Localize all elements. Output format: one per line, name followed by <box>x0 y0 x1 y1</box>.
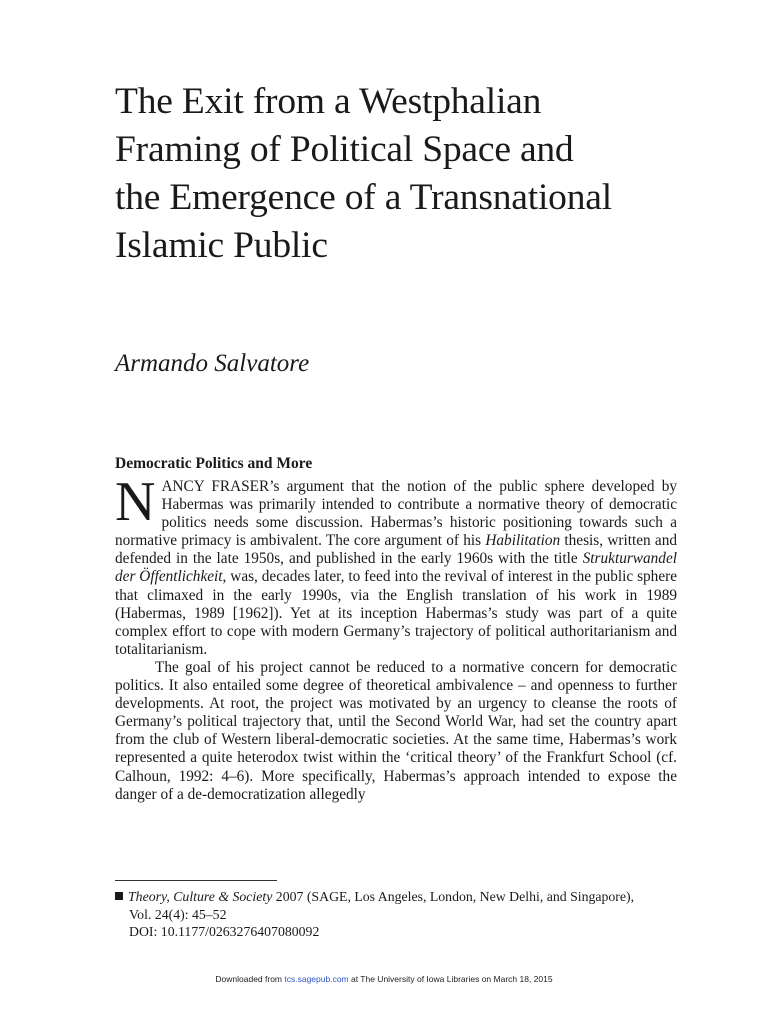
download-prefix: Downloaded from <box>215 974 285 984</box>
citation-footnote <box>115 888 685 941</box>
italic-term: Habilitation <box>485 532 561 550</box>
footnote-divider <box>115 880 277 881</box>
drop-cap: N <box>115 471 156 533</box>
footnote-line <box>115 888 685 906</box>
paragraph-1 <box>115 471 677 659</box>
download-notice <box>0 974 768 984</box>
title-line: Islamic Public <box>115 225 328 266</box>
source-link[interactable]: tcs.sagepub.com <box>284 974 349 984</box>
volume-info: Vol. 24(4): 45–52 <box>129 906 227 922</box>
download-suffix: at The University of Iowa Libraries on March 18, 2015 <box>348 974 553 984</box>
paragraph-2: The goal of his project cannot be reduced to a normative concern for democratic politics. It also entailed some degree of theoretical ambivalence – and openness to further developments. At root, the project was motivated by an urgency to cleanse the roots of Germany’s political trajectory that, until the Second World War, had set the country apart from the club of Western liberal-democratic societies. At the same time, Habermas’s work represented a quite heterodox twist within the ‘critical theory’ of the Frankfurt School (cf. Calhoun, 1992: 4–6). More specifically, Habermas’s approach intended to expose the danger of a de-democratization allegedly <box>115 658 677 803</box>
square-bullet-icon <box>115 892 123 900</box>
title-line: the Emergence of a Transnational <box>115 177 612 218</box>
author-name: Armando Salvatore <box>115 350 310 377</box>
journal-name: Theory, Culture & Society <box>128 889 273 904</box>
publication-info: 2007 (SAGE, Los Angeles, London, New Delhi, and Singapore), <box>272 889 635 904</box>
article-title <box>115 78 715 270</box>
italic-term: Strukturwandel der Öffentlichkeit <box>115 550 677 586</box>
doi: DOI: 10.1177/0263276407080092 <box>129 924 320 939</box>
article-body <box>115 471 677 804</box>
title-line: Framing of Political Space and <box>115 129 574 170</box>
paragraph-text: , was, decades later, to feed into the revival of interest in the public sphere that climaxed in the early 1990s, via the English translation of his work in 1989 (Habermas, 1989 [1962]). Yet at its inception Habermas’s study was part of a quite complex effort to cope with modern Germany’s trajectory of political authoritarianism and totalitarianism. <box>115 568 677 658</box>
paragraph-text: thesis, written and defended in the late 1950s, and published in the early 1960s with the title <box>115 532 677 568</box>
paragraph-text: ANCY FRASER’s argument that the notion of the public sphere developed by Habermas was primarily intended to contribute a normative theory of democratic politics needs some discussion. Habermas’s historic positioning towards such a normative primacy is ambivalent. The core argument of his <box>115 478 677 550</box>
title-line: The Exit from a Westphalian <box>115 81 542 122</box>
section-heading: Democratic Politics and More <box>115 455 313 472</box>
